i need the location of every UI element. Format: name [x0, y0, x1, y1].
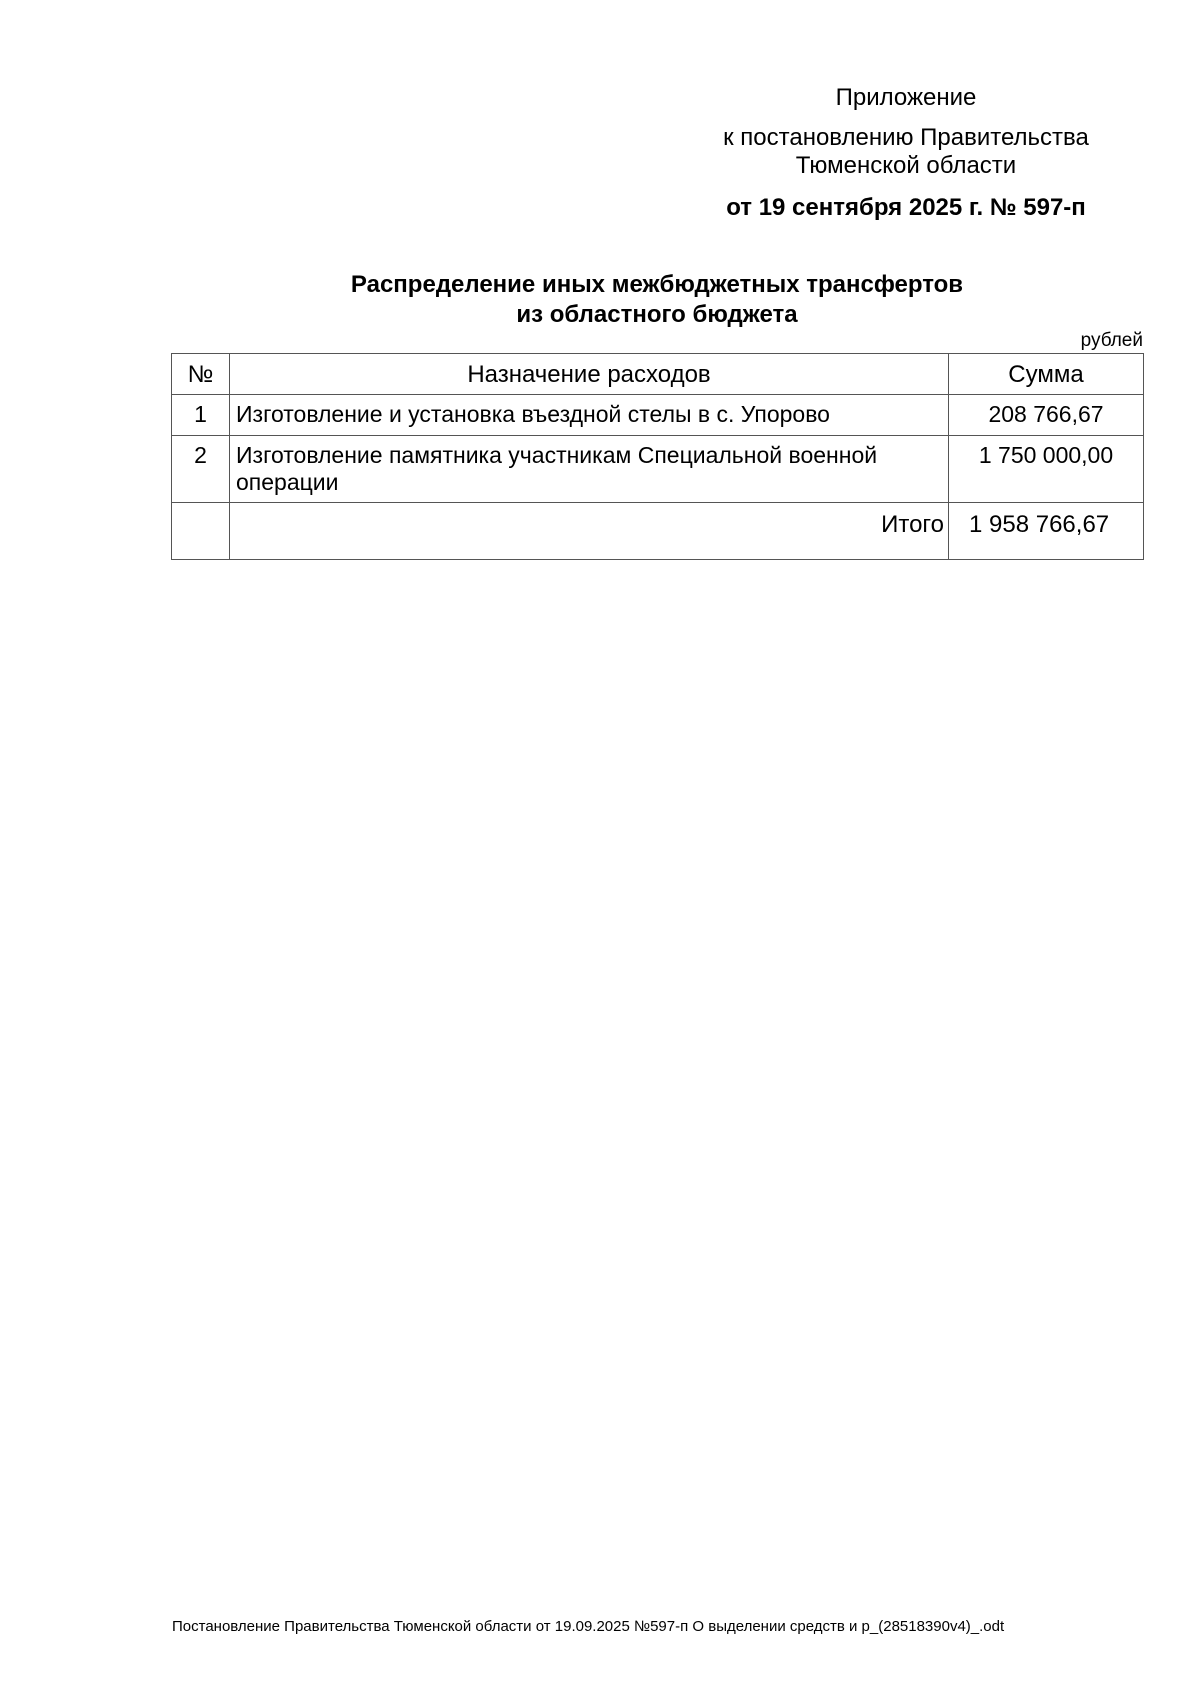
decree-date-number: от 19 сентября 2025 г. № 597-п: [726, 194, 1086, 221]
title-line-1: Распределение иных межбюджетных трансфертов: [350, 271, 964, 298]
row-sum: 208 766,67: [949, 395, 1144, 436]
appendix-label: Приложение: [835, 84, 977, 111]
row-purpose: Изготовление памятника участникам Специальной военной операции: [230, 436, 949, 503]
total-number-cell: [172, 503, 230, 560]
document-footer: Постановление Правительства Тюменской области от 19.09.2025 №597-п О выделении средств и р_(28518390v4)_.odt: [172, 1618, 1005, 1635]
transfers-table: [171, 353, 1144, 560]
column-header-purpose: Назначение расходов: [230, 354, 949, 395]
table-row: [172, 395, 1144, 436]
currency-units-label: рублей: [1080, 330, 1143, 351]
column-header-number: №: [172, 354, 230, 395]
total-label: Итого: [230, 503, 949, 560]
total-sum: 1 958 766,67: [949, 503, 1144, 560]
decree-reference-line2: Тюменской области: [795, 152, 1017, 179]
table-header-row: [172, 354, 1144, 395]
row-number: 2: [172, 436, 230, 503]
column-header-sum: Сумма: [949, 354, 1144, 395]
table-row: [172, 436, 1144, 503]
title-line-2: из областного бюджета: [516, 301, 798, 328]
row-sum: 1 750 000,00: [949, 436, 1144, 503]
decree-reference-line1: к постановлению Правительства: [723, 124, 1089, 151]
row-number: 1: [172, 395, 230, 436]
document-title: [171, 270, 1143, 330]
table-total-row: [172, 503, 1144, 560]
appendix-header: [690, 84, 1122, 222]
row-purpose: Изготовление и установка въездной стелы в с. Упорово: [230, 395, 949, 436]
